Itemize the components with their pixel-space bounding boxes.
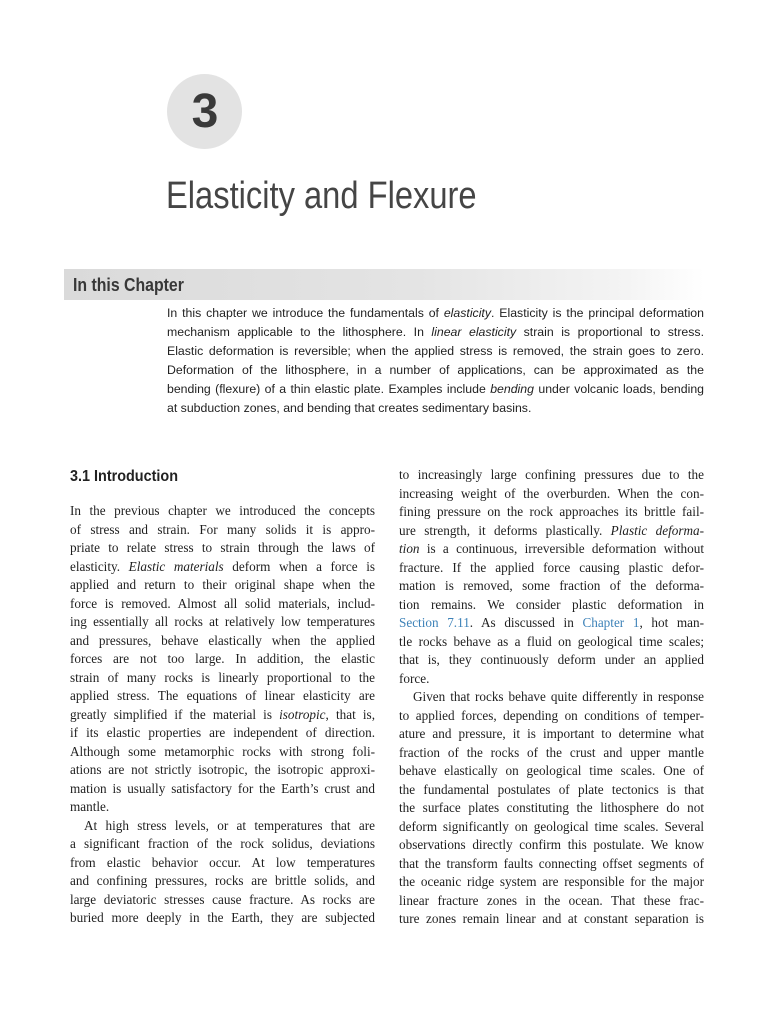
body-line: force. — [399, 670, 430, 686]
body-line: ature and pressure, it is important to determine what — [399, 726, 704, 741]
abstract-line: mechanism applicable to the lithosphere. In linear elasticity strain is proportional to stress. — [167, 325, 704, 339]
abstract-line: Elastic deformation is reversible; when the applied stress is removed, the strain goes to zero. — [167, 344, 704, 358]
chapter-title: Elasticity and Flexure — [166, 175, 477, 217]
abstract-line: at subduction zones, and bending that creates sedimentary basins. — [167, 401, 532, 415]
body-line: that is, they continuously deform under an applied — [399, 652, 704, 667]
in-this-chapter-heading: In this Chapter — [73, 275, 184, 295]
chapter-number: 3 — [191, 84, 218, 138]
body-line: observations directly confirm this postulate. We know — [399, 837, 704, 852]
body-line: At high stress levels, or at temperatures that are — [84, 817, 375, 833]
abstract-line: In this chapter we introduce the fundamentals of elasticity. Elasticity is the principal deformation — [167, 306, 704, 320]
body-line: Although some metamorphic rocks with strong foli- — [70, 743, 375, 759]
body-line: that the transform faults connecting offset segments of — [399, 855, 704, 871]
body-line: force is removed. Almost all solid materials, includ- — [70, 595, 375, 611]
body-line: In the previous chapter we introduced the concepts — [70, 503, 375, 518]
body-line: tle rocks behave as a fluid on geological time scales; — [399, 633, 704, 649]
body-line: of stress and strain. For many solids it is appro- — [70, 521, 375, 537]
body-line: linear fracture zones in the ocean. That these frac- — [399, 892, 704, 908]
body-line: to increasingly large confining pressures due to the — [399, 467, 704, 482]
body-line: mation is usually satisfactory for the Earth’s crust and — [70, 780, 375, 796]
body-line: applied stress. The equations of linear elasticity are — [70, 688, 375, 703]
chapter-number-badge — [167, 74, 242, 149]
body-line: tion remains. We consider plastic deformation in — [399, 596, 704, 612]
body-line: if its elastic properties are independent of direction. — [70, 725, 375, 740]
body-line: forces are not too large. In addition, the elastic — [70, 651, 375, 666]
body-line: ations are not strictly isotropic, the isotropic approxi- — [70, 762, 375, 777]
body-line: mation is removed, some fraction of the deforma- — [399, 578, 704, 593]
body-line: fining pressure on the rock approaches its brittle fail- — [399, 504, 704, 519]
body-line: deform significantly on geological time scales. Several — [399, 818, 704, 834]
body-line: ing essentially all rocks at relatively low temperatures — [70, 614, 375, 629]
body-line: greatly simplified if the material is isotropic, that is, — [70, 706, 375, 722]
body-line: and pressures, behave elastically when the applied — [70, 632, 375, 648]
body-line: fraction of the rocks of the crust and upper mantle — [399, 744, 704, 760]
body-line: the surface plates constituting the lithosphere do not — [399, 800, 704, 815]
body-line: a significant fraction of the rock solidus, deviations — [70, 836, 375, 851]
body-line: behave elastically on geological time scales. One of — [399, 763, 704, 778]
section-7-11-link[interactable]: Section 7.11 — [399, 615, 470, 630]
body-line: ure strength, it deforms plastically. Plastic deforma- — [399, 522, 704, 538]
body-line: to applied forces, depending on conditions of temper- — [399, 707, 704, 723]
section-heading: 3.1 Introduction — [70, 468, 178, 485]
body-line: buried more deeply in the Earth, they are subjected — [70, 910, 375, 925]
body-line: the oceanic ridge system are responsible for the major — [399, 874, 704, 889]
left-text-column — [70, 502, 375, 928]
chapter-1-link[interactable]: Chapter 1 — [582, 615, 640, 630]
body-line: applied and return to their original shape when the — [70, 577, 375, 592]
body-line: elasticity. Elastic materials deform when a force is — [70, 558, 376, 574]
abstract-line: Deformation of the lithosphere, in a number of applications, can be approximated as the — [167, 363, 704, 377]
body-line: and confining pressures, rocks are brittle solids, and — [70, 873, 375, 888]
body-line: increasing weight of the overburden. When the con- — [399, 485, 704, 501]
body-line: Given that rocks behave quite differently in response — [413, 689, 704, 704]
body-line: fracture. If the applied force causing plastic defor- — [399, 559, 704, 575]
body-line: tion is a continuous, irreversible deformation without — [399, 541, 704, 556]
right-text-column — [399, 466, 704, 929]
body-line: priate to relate stress to strain through the laws of — [70, 540, 375, 555]
body-line: mantle. — [70, 799, 110, 814]
body-line: strain of many rocks is linearly proportional to the — [70, 669, 375, 685]
chapter-abstract — [167, 304, 704, 418]
body-line: ture zones remain linear and at constant separation is — [399, 911, 704, 926]
body-line: from elastic behavior occur. At low temperatures — [70, 854, 375, 870]
body-line: large deviatoric stresses cause fracture. As rocks are — [70, 891, 375, 907]
body-line: Section 7.11. As discussed in Chapter 1, hot man- — [399, 615, 704, 630]
body-line: the fundamental postulates of plate tectonics is that — [399, 781, 704, 797]
abstract-line: bending (flexure) of a thin elastic plate. Examples include bending under volcanic loads, bending — [167, 382, 705, 396]
